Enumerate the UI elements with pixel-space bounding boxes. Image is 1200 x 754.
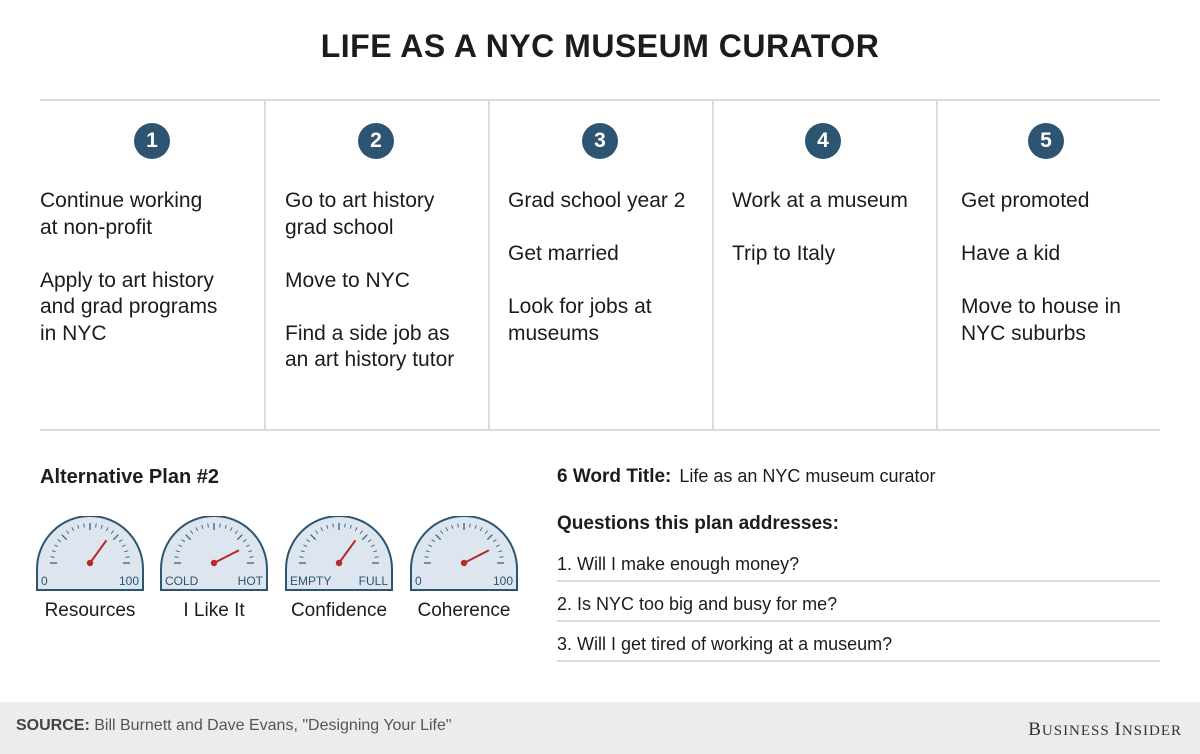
gauge-scale-label: FULL xyxy=(358,574,388,588)
step-items xyxy=(40,188,217,374)
gauge-tick xyxy=(250,557,254,558)
gauge-coherence xyxy=(410,516,518,591)
step-number-badge: 2 xyxy=(358,123,394,159)
gauge-tick xyxy=(174,557,178,558)
step-item-line: Grad school year 2 xyxy=(508,189,686,212)
gauge-scale-label: COLD xyxy=(165,574,199,588)
step-column-5 xyxy=(936,101,1160,429)
six-word-title xyxy=(557,466,935,488)
gauge-tick xyxy=(208,523,209,527)
step-items xyxy=(961,188,1121,374)
gauge-tick xyxy=(375,557,379,558)
step-item-line: Look for jobs at xyxy=(508,295,652,318)
gauge-tick xyxy=(345,523,346,527)
gauge-scale-label: 0 xyxy=(415,574,422,588)
step-column-4 xyxy=(712,101,936,429)
gauge-resources xyxy=(36,516,144,591)
gauge-tick xyxy=(500,557,504,558)
step-item-line: in NYC xyxy=(40,321,107,345)
step-item-line: Trip to Italy xyxy=(732,242,836,265)
step-item xyxy=(508,241,685,268)
gauge-dial xyxy=(36,516,144,591)
step-item-line: at non-profit xyxy=(40,215,153,239)
page-title: LIFE AS A NYC MUSEUM CURATOR xyxy=(320,28,880,64)
step-item xyxy=(40,188,217,241)
step-item-line: Find a side job as xyxy=(285,321,450,345)
gauge-scale-label: 100 xyxy=(118,574,139,588)
gauge-tick xyxy=(458,523,459,527)
gauge-scale-label: EMPTY xyxy=(290,574,332,588)
step-item-line: Move to house in xyxy=(961,295,1121,318)
step-item xyxy=(961,241,1121,268)
brand-logo: BUSINESS INSIDER xyxy=(1028,719,1182,740)
step-item-line: Have a kid xyxy=(961,242,1061,265)
gauge-dial xyxy=(160,516,268,591)
step-item xyxy=(285,268,454,295)
gauge-hub xyxy=(461,560,467,566)
question-divider xyxy=(557,580,1160,582)
questions-heading: Questions this plan addresses: xyxy=(557,513,839,534)
step-number-badge: 4 xyxy=(805,123,841,159)
gauge-hub xyxy=(211,560,217,566)
gauge-tick xyxy=(424,557,428,558)
gauge-tick xyxy=(126,557,130,558)
step-column-1 xyxy=(40,101,264,429)
gauge-tick xyxy=(470,523,471,527)
gauge-label: Resources xyxy=(44,600,136,621)
alternative-plan-title: Alternative Plan #2 xyxy=(40,466,219,488)
gauge-dial xyxy=(285,516,393,591)
step-item-line: museums xyxy=(508,321,600,345)
question-item: 2. Is NYC too big and busy for me? xyxy=(557,594,838,614)
gauge-i-like-it xyxy=(160,516,268,591)
step-item xyxy=(508,188,685,215)
source-label: SOURCE: xyxy=(16,717,90,734)
question-item: 3. Will I get tired of working at a museum? xyxy=(557,634,893,654)
step-item-line: Get married xyxy=(508,242,619,265)
gauge-tick xyxy=(299,557,303,558)
gauge-tick xyxy=(220,523,221,527)
footer xyxy=(0,702,1200,754)
step-item-line: NYC suburbs xyxy=(961,321,1086,345)
step-item-line: Move to NYC xyxy=(285,268,410,292)
gauge-tick xyxy=(333,523,334,527)
gauge-hub xyxy=(336,560,342,566)
step-item-line: Work at a museum xyxy=(732,189,908,212)
step-item xyxy=(961,188,1121,215)
gauge-dial xyxy=(410,516,518,591)
plan-steps xyxy=(40,101,1160,429)
step-item-line: Get promoted xyxy=(961,189,1090,212)
step-item xyxy=(285,321,454,374)
gauge-label: I Like It xyxy=(183,600,245,621)
question-divider xyxy=(557,620,1160,622)
source-text: Bill Burnett and Dave Evans, "Designing Your Life" xyxy=(89,717,452,734)
question-divider xyxy=(557,660,1160,662)
gauge-tick xyxy=(50,557,54,558)
step-number-badge: 5 xyxy=(1028,123,1064,159)
step-column-2 xyxy=(264,101,488,429)
step-column-3 xyxy=(488,101,712,429)
step-items xyxy=(732,188,908,294)
gauge-scale-label: 100 xyxy=(492,574,513,588)
step-item xyxy=(732,188,908,215)
step-item xyxy=(508,294,685,347)
gauge-scale-label: 0 xyxy=(41,574,48,588)
gauge-hub xyxy=(87,560,93,566)
step-item-line: Continue working xyxy=(40,189,203,212)
step-item-line: and grad programs xyxy=(40,295,218,318)
gauge-confidence xyxy=(285,516,393,591)
gauge-tick xyxy=(84,523,85,527)
step-number-badge: 1 xyxy=(134,123,170,159)
step-items xyxy=(285,188,454,400)
step-item-line: grad school xyxy=(285,215,394,239)
gauge-tick xyxy=(96,523,97,527)
middle-divider xyxy=(40,429,1160,431)
step-item xyxy=(40,268,217,348)
step-item xyxy=(961,294,1121,347)
six-word-title-value: Life as an NYC museum curator xyxy=(679,466,936,486)
gauge-scale-label: HOT xyxy=(237,574,263,588)
gauge-label: Coherence xyxy=(417,600,511,621)
step-number-badge: 3 xyxy=(582,123,618,159)
step-item-line: Go to art history xyxy=(285,189,435,212)
source-line xyxy=(16,717,452,735)
step-item xyxy=(732,241,908,268)
step-item-line: an art history tutor xyxy=(285,348,455,371)
step-items xyxy=(508,188,685,374)
six-word-title-label: 6 Word Title: xyxy=(557,466,672,487)
step-item xyxy=(285,188,454,241)
gauge-label: Confidence xyxy=(290,600,388,621)
question-item: 1. Will I make enough money? xyxy=(557,554,800,574)
step-item-line: Apply to art history xyxy=(40,268,214,292)
